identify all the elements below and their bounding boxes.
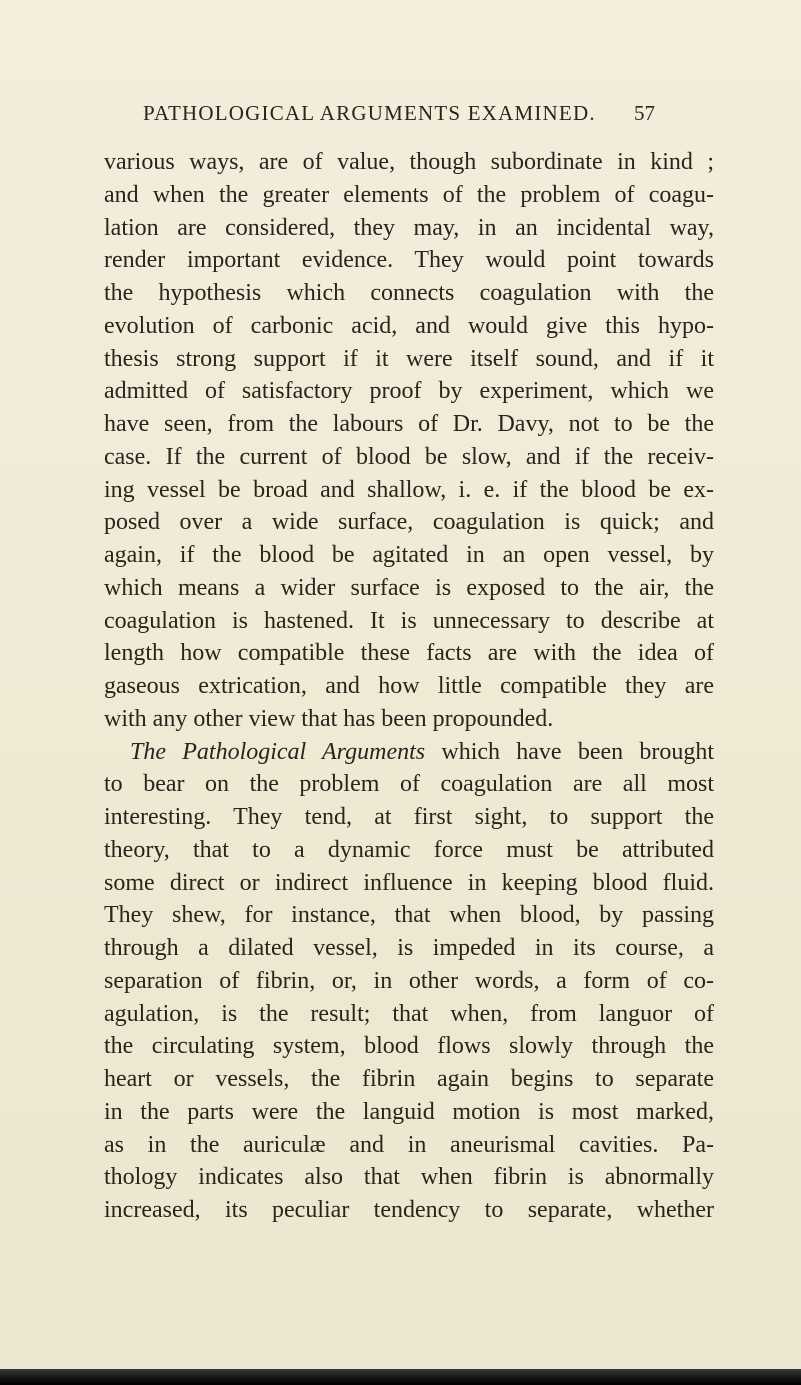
body-text [104,146,714,1227]
text-line: various ways, are of value, though subordinate in kind ; [104,149,714,175]
text-line: case. If the current of blood be slow, and if the receiv- [104,443,714,470]
text-line: with any other view that has been propounded. [104,705,554,732]
text-line: agulation, is the result; that when, from languor of [104,1000,714,1027]
text-line: thesis strong support if it were itself sound, and if it [104,345,714,372]
text-line: thology indicates also that when fibrin is abnormally [104,1164,714,1191]
text-line: separation of fibrin, or, in other words, a form of co- [104,967,714,994]
text-line: coagulation is hastened. It is unnecessary to describe at [104,607,714,634]
text-line: evolution of carbonic acid, and would give this hypo- [104,312,714,339]
text-line: heart or vessels, the fibrin again begins to separate [104,1066,714,1092]
text-line: some direct or indirect influence in keeping blood fluid. [104,869,714,896]
text-line: the hypothesis which connects coagulation with the [104,280,714,306]
text-line: They shew, for instance, that when blood, by passing [104,902,714,929]
italic-phrase: The Pathological Arguments [130,738,426,765]
text-line: through a dilated vessel, is impeded in its course, a [104,935,714,961]
page-number: 57 [634,101,655,125]
text-line: gaseous extrication, and how little compatible they are [104,673,714,699]
text-line: in the parts were the languid motion is most marked, [104,1098,714,1125]
text-line: and when the greater elements of the problem of coagu- [104,181,714,208]
scan-bottom-edge [0,1369,801,1385]
text-line: ing vessel be broad and shallow, i. e. if the blood be ex- [104,476,714,503]
text-line: which means a wider surface is exposed to the air, the [104,574,714,601]
text-line: again, if the blood be agitated in an open vessel, by [104,542,714,568]
text-line: posed over a wide surface, coagulation is quick; and [104,509,714,536]
text-line: interesting. They tend, at first sight, to support the [104,804,714,830]
text-line: to bear on the problem of coagulation are all most [104,771,714,798]
running-head-title: PATHOLOGICAL ARGUMENTS EXAMINED. [143,101,596,125]
text-line: have seen, from the labours of Dr. Davy, not to be the [104,411,714,437]
text-line-rest: which have been brought [441,738,715,765]
text-line: the circulating system, blood flows slowly through the [104,1033,714,1060]
text-line: admitted of satisfactory proof by experiment, which we [104,378,714,405]
text-line: length how compatible these facts are with the idea of [104,640,714,667]
text-line-with-italic [104,736,714,769]
running-head [0,96,801,130]
text-line: lation are considered, they may, in an incidental way, [104,214,714,241]
text-line: increased, its peculiar tendency to separate, whether [104,1197,714,1223]
text-line: theory, that to a dynamic force must be attributed [104,836,714,863]
text-line: render important evidence. They would point towards [104,247,714,274]
text-line: as in the auriculæ and in aneurismal cavities. Pa- [104,1131,714,1158]
